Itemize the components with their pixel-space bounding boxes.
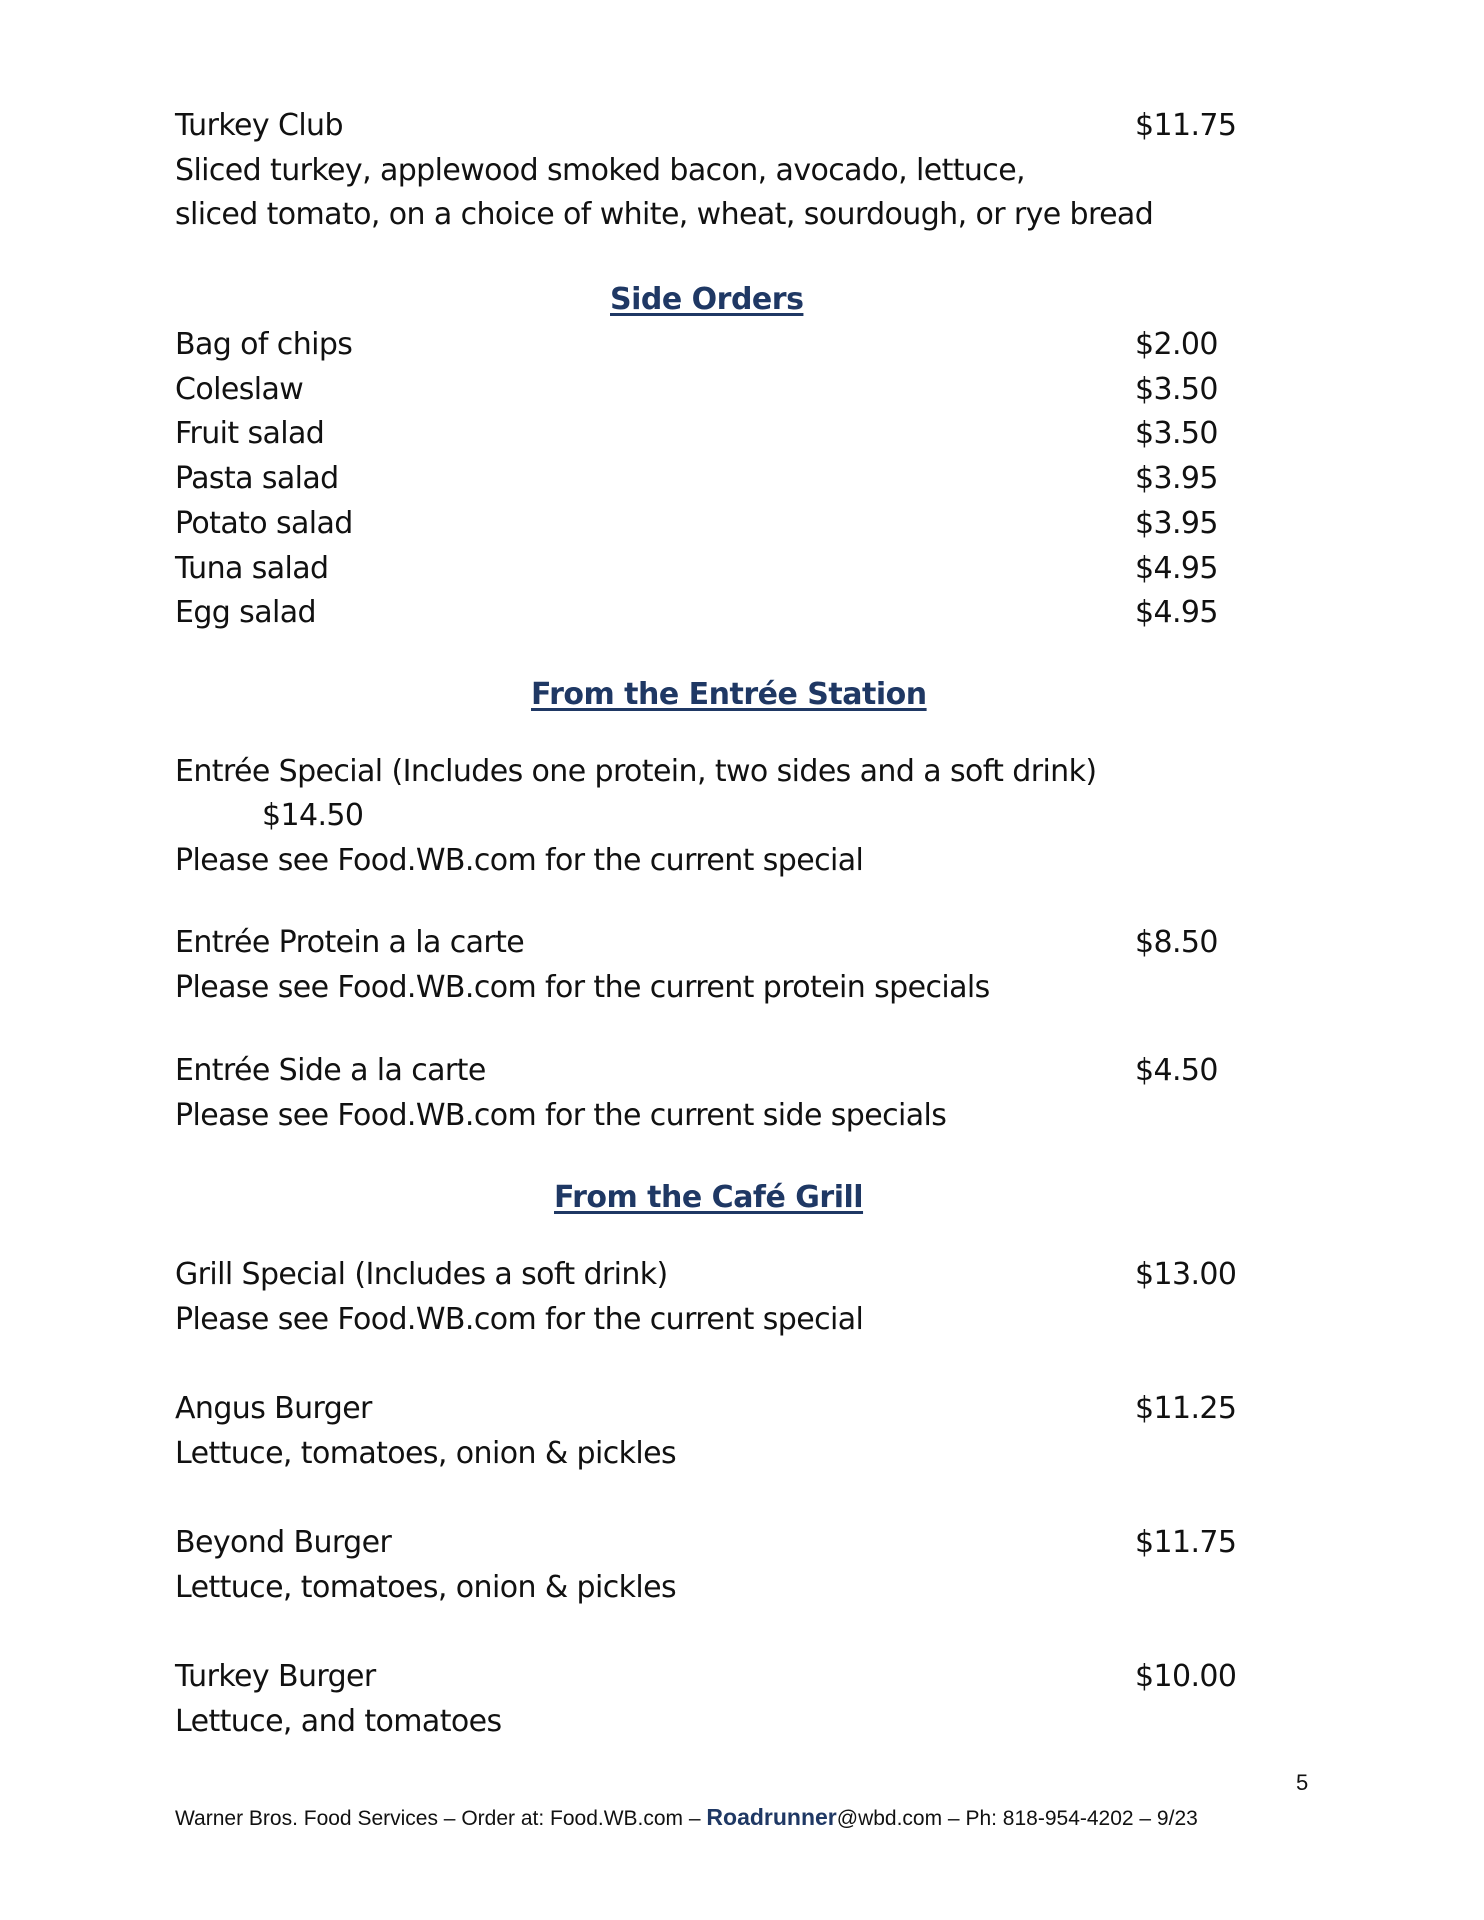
side-item-name: Potato salad: [175, 506, 353, 541]
entree-special-price: $14.50: [262, 798, 364, 833]
grill-item-name: Turkey Burger: [175, 1659, 376, 1694]
page-number: 5: [1296, 1770, 1309, 1795]
entree-protein-price: $8.50: [1135, 925, 1218, 960]
side-item-name: Pasta salad: [175, 461, 339, 496]
grill-item-desc: Lettuce, tomatoes, onion & pickles: [175, 1436, 677, 1471]
entree-station-heading: From the Entrée Station: [531, 677, 927, 712]
turkey-club-desc-line2: sliced tomato, on a choice of white, wheat, sourdough, or rye bread: [175, 197, 1154, 232]
entree-side-note: Please see Food.WB.com for the current side specials: [175, 1098, 947, 1133]
footer-prefix: Warner Bros. Food Services – Order at: Food.WB.com –: [175, 1807, 707, 1830]
grill-item-desc: Lettuce, and tomatoes: [175, 1704, 502, 1739]
side-item-price: $2.00: [1135, 327, 1218, 362]
side-item-price: $3.95: [1135, 461, 1218, 496]
side-item-name: Egg salad: [175, 595, 316, 630]
turkey-club-name: Turkey Club: [175, 108, 343, 143]
grill-item-price: $11.25: [1135, 1391, 1237, 1426]
side-item-price: $4.95: [1135, 551, 1218, 586]
grill-item-price: $10.00: [1135, 1659, 1237, 1694]
grill-item-desc: Please see Food.WB.com for the current special: [175, 1302, 864, 1337]
grill-item-name: Beyond Burger: [175, 1525, 392, 1560]
side-item-price: $4.95: [1135, 595, 1218, 630]
entree-special-note: Please see Food.WB.com for the current special: [175, 843, 864, 878]
entree-special-name: Entrée Special (Includes one protein, two sides and a soft drink): [175, 754, 1097, 789]
footer-suffix: @wbd.com – Ph: 818-954-4202 – 9/23: [836, 1807, 1198, 1830]
entree-protein-note: Please see Food.WB.com for the current protein specials: [175, 970, 990, 1005]
grill-item-name: Angus Burger: [175, 1391, 372, 1426]
grill-item-desc: Lettuce, tomatoes, onion & pickles: [175, 1570, 677, 1605]
side-item-name: Bag of chips: [175, 327, 353, 362]
side-item-price: $3.50: [1135, 416, 1218, 451]
side-item-name: Tuna salad: [175, 551, 329, 586]
footer-brand: Roadrunner: [706, 1804, 837, 1830]
side-orders-heading: Side Orders: [610, 282, 804, 317]
side-item-name: Coleslaw: [175, 372, 304, 407]
entree-side-price: $4.50: [1135, 1053, 1218, 1088]
grill-item-price: $11.75: [1135, 1525, 1237, 1560]
page-footer: [175, 1803, 1198, 1833]
turkey-club-desc-line1: Sliced turkey, applewood smoked bacon, avocado, lettuce,: [175, 153, 1025, 188]
entree-protein-name: Entrée Protein a la carte: [175, 925, 525, 960]
side-item-price: $3.95: [1135, 506, 1218, 541]
grill-item-price: $13.00: [1135, 1257, 1237, 1292]
side-item-name: Fruit salad: [175, 416, 325, 451]
entree-side-name: Entrée Side a la carte: [175, 1053, 486, 1088]
side-item-price: $3.50: [1135, 372, 1218, 407]
cafe-grill-heading: From the Café Grill: [554, 1180, 864, 1215]
turkey-club-price: $11.75: [1135, 108, 1237, 143]
grill-item-name: Grill Special (Includes a soft drink): [175, 1257, 668, 1292]
